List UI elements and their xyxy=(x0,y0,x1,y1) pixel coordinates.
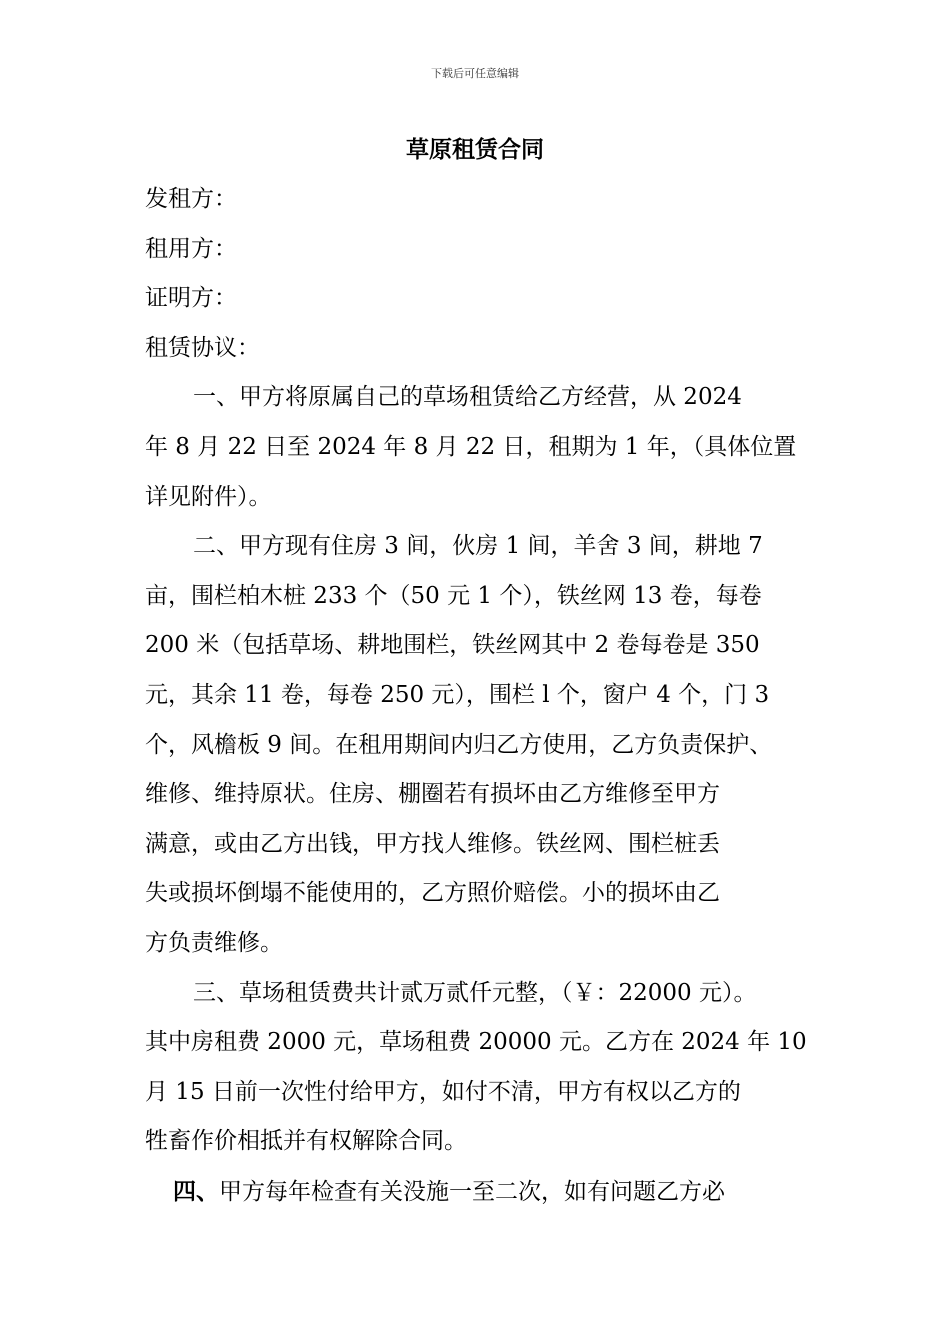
clause-4-text: 甲方每年检查有关没施一至二次，如有问题乙方必 xyxy=(219,1178,725,1205)
clause-2-line: 方负责维修。 xyxy=(145,929,283,956)
clause-1 xyxy=(145,373,810,522)
clause-3-line: 月 15 日前一次性付给甲方，如付不清，甲方有权以乙方的 xyxy=(145,1078,741,1105)
clause-1-line: 一、甲方将原属自己的草场租赁给乙方经营，从 2024 xyxy=(193,384,742,411)
lessor-label: 发租方： xyxy=(145,186,237,212)
clause-2-line: 亩，围栏柏木桩 233 个（50 元 1 个），铁丝网 13 卷，每卷 xyxy=(145,582,762,609)
clause-2-line: 元，其余 11 卷，每卷 250 元），围栏 l 个，窗户 4 个，门 3 xyxy=(145,681,770,708)
clause-3-line: 三、草场租赁费共计贰万贰仟元整，（￥：22000 元）。 xyxy=(193,979,757,1006)
clause-1-line: 年 8 月 22 日至 2024 年 8 月 22 日，租期为 1 年，（具体位置 xyxy=(145,433,797,460)
document-body xyxy=(145,175,810,1216)
clause-3 xyxy=(145,969,810,1167)
document-title: 草原租赁合同 xyxy=(406,136,544,163)
witness-label: 证明方： xyxy=(145,285,237,312)
clause-3-line: 其中房租费 2000 元，草场租费 20000 元。乙方在 2024 年 10 xyxy=(145,1029,807,1056)
clause-4-label: 四、 xyxy=(173,1177,219,1205)
clause-2-line: 200 米（包括草场、耕地围栏，铁丝网其中 2 卷每卷是 350 xyxy=(145,632,760,659)
clause-4-line xyxy=(145,1167,810,1217)
clause-2-line: 个，风檐板 9 间。在租用期间内归乙方使用，乙方负责保护、 xyxy=(145,731,773,758)
lessee-label: 租用方： xyxy=(145,235,237,262)
clause-2 xyxy=(145,522,810,968)
agreement-label: 租赁协议： xyxy=(145,334,260,361)
clause-2-line: 失或损坏倒塌不能使用的，乙方照价赔偿。小的损坏由乙 xyxy=(145,880,720,907)
clause-2-line: 维修、维持原状。住房、棚圈若有损坏由乙方维修至甲方 xyxy=(145,781,720,808)
clause-2-line: 二、甲方现有住房 3 间，伙房 1 间，羊舍 3 间，耕地 7 xyxy=(193,533,763,560)
clause-1-line: 详见附件）。 xyxy=(145,483,272,510)
header-note: 下载后可任意编辑 xyxy=(431,67,519,80)
clause-3-line: 牲畜作价相抵并有权解除合同。 xyxy=(145,1128,467,1155)
clause-2-line: 满意，或由乙方出钱，甲方找人维修。铁丝网、围栏桩丢 xyxy=(145,830,720,857)
clause-4 xyxy=(145,1167,810,1217)
